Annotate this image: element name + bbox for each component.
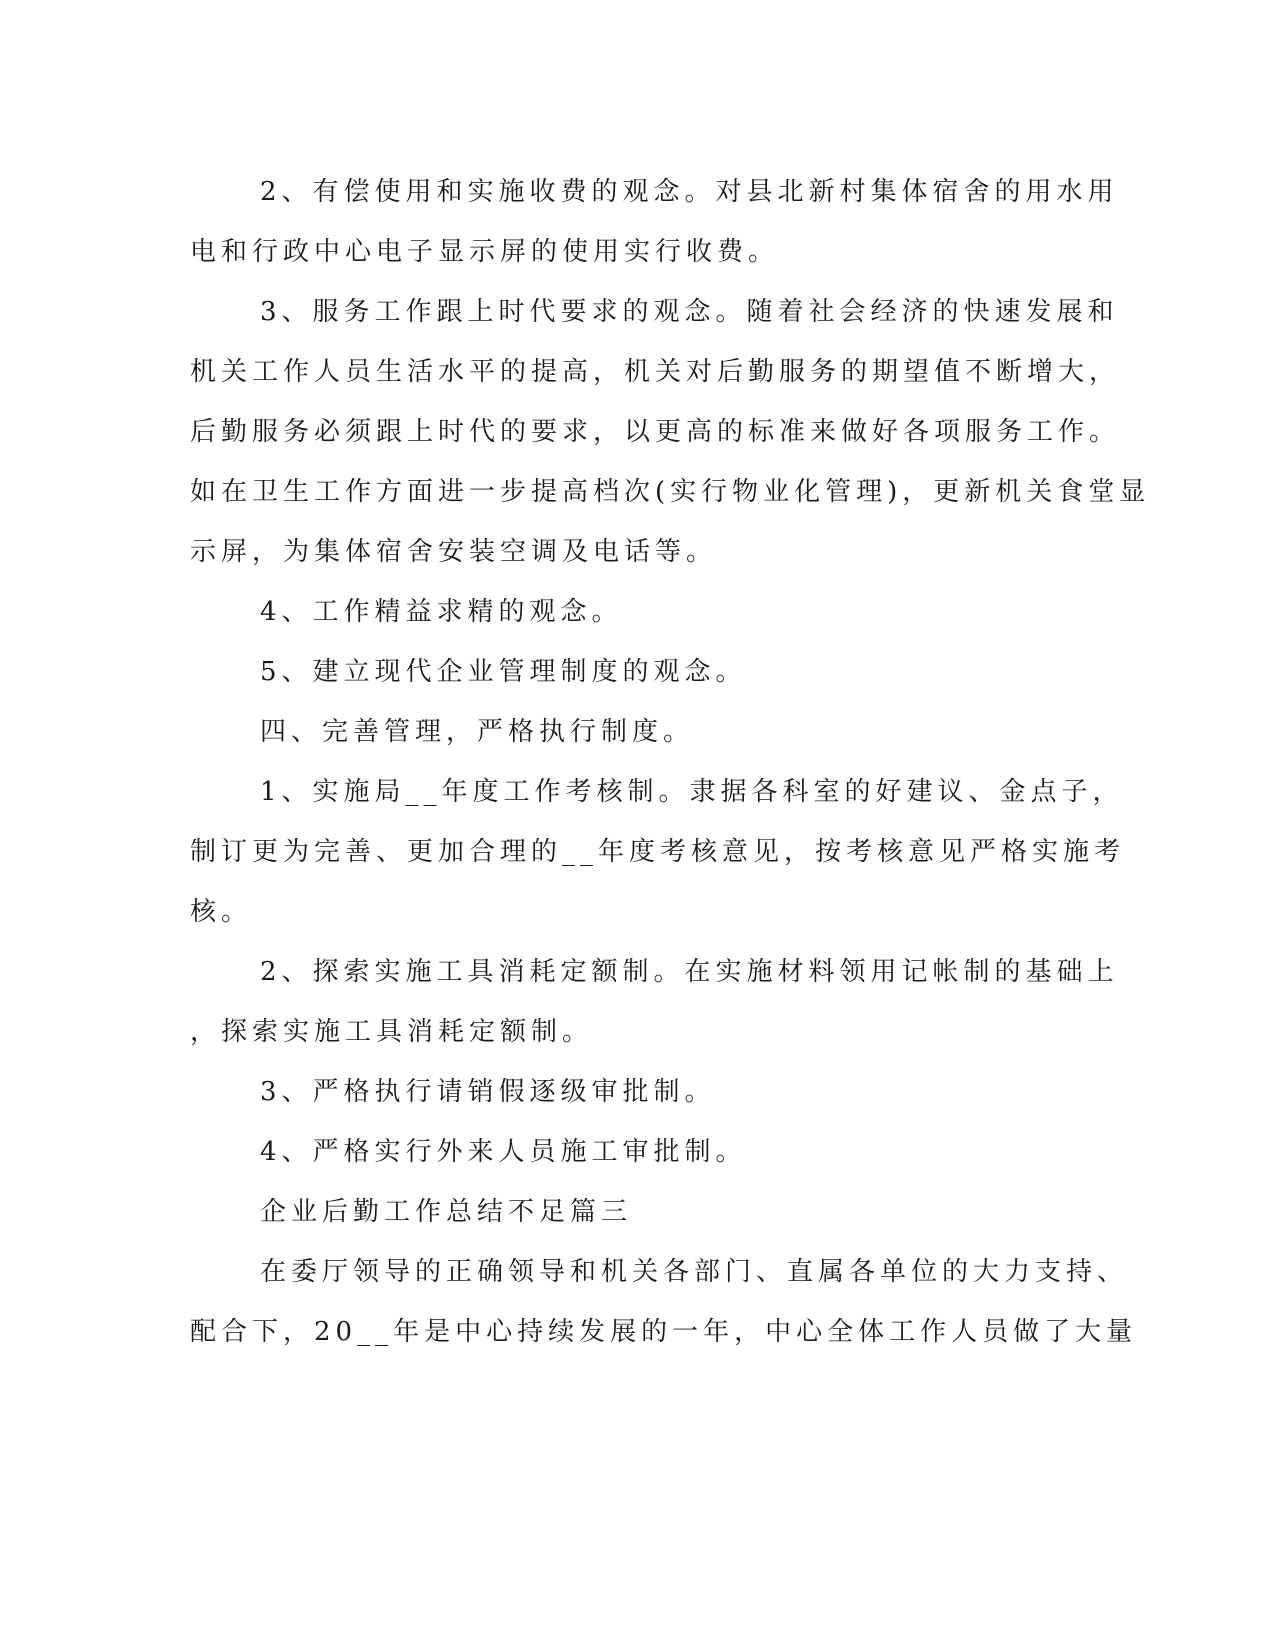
text-line: 企业后勤工作总结不足篇三 (260, 1197, 633, 1227)
heading-part-three (190, 1182, 1070, 1242)
text-line: 3、服务工作跟上时代要求的观念。随着社会经济的快速发展和 (260, 297, 1119, 327)
text-line: 2、探索实施工具消耗定额制。在实施材料领用记帐制的基础上 (260, 957, 1119, 987)
text-line: 5、建立现代企业管理制度的观念。 (260, 657, 747, 687)
text-line: 四、完善管理，严格执行制度。 (260, 717, 695, 747)
document-body (190, 162, 1151, 1362)
text-line: 机关工作人员生活水平的提高，机关对后勤服务的期望值不断增大， (190, 357, 1121, 387)
text-line: 后勤服务必须跟上时代的要求，以更高的标准来做好各项服务工作。 (190, 417, 1121, 447)
text-line: 制订更为完善、更加合理的__年度考核意见，按考核意见严格实施考 (190, 837, 1126, 867)
paragraph-2-tool-quota (190, 942, 1119, 1062)
text-line: 配合下，20__年是中心持续发展的一年，中心全体工作人员做了大量 (190, 1317, 1138, 1347)
text-line: 如在卫生工作方面进一步提高档次(实行物业化管理)，更新机关食堂显 (190, 477, 1151, 507)
text-line: ，探索实施工具消耗定额制。 (190, 1017, 594, 1047)
paragraph-2-paid-use (190, 162, 1119, 282)
text-line: 3、严格执行请销假逐级审批制。 (260, 1077, 716, 1107)
paragraph-3-service-times (190, 282, 1151, 582)
text-line: 电和行政中心电子显示屏的使用实行收费。 (190, 237, 780, 267)
paragraph-4-excellence (190, 582, 1070, 642)
text-line: 示屏，为集体宿舍安装空调及电话等。 (190, 537, 718, 567)
paragraph-3-leave-approval (190, 1062, 1070, 1122)
text-line: 在委厅领导的正确领导和机关各部门、直属各单位的大力支持、 (260, 1257, 1129, 1287)
paragraph-1-assessment (190, 762, 1126, 942)
text-line: 1、实施局__年度工作考核制。隶据各科室的好建议、金点子， (260, 777, 1124, 807)
heading-section-four (190, 702, 1070, 762)
text-line: 核。 (190, 897, 253, 927)
paragraph-intro-part-three (190, 1242, 1138, 1362)
paragraph-5-modern-management (190, 642, 1070, 702)
text-line: 4、工作精益求精的观念。 (260, 597, 623, 627)
paragraph-4-outsider-approval (190, 1122, 1070, 1182)
text-line: 2、有偿使用和实施收费的观念。对县北新村集体宿舍的用水用 (260, 177, 1119, 207)
text-line: 4、严格实行外来人员施工审批制。 (260, 1137, 747, 1167)
